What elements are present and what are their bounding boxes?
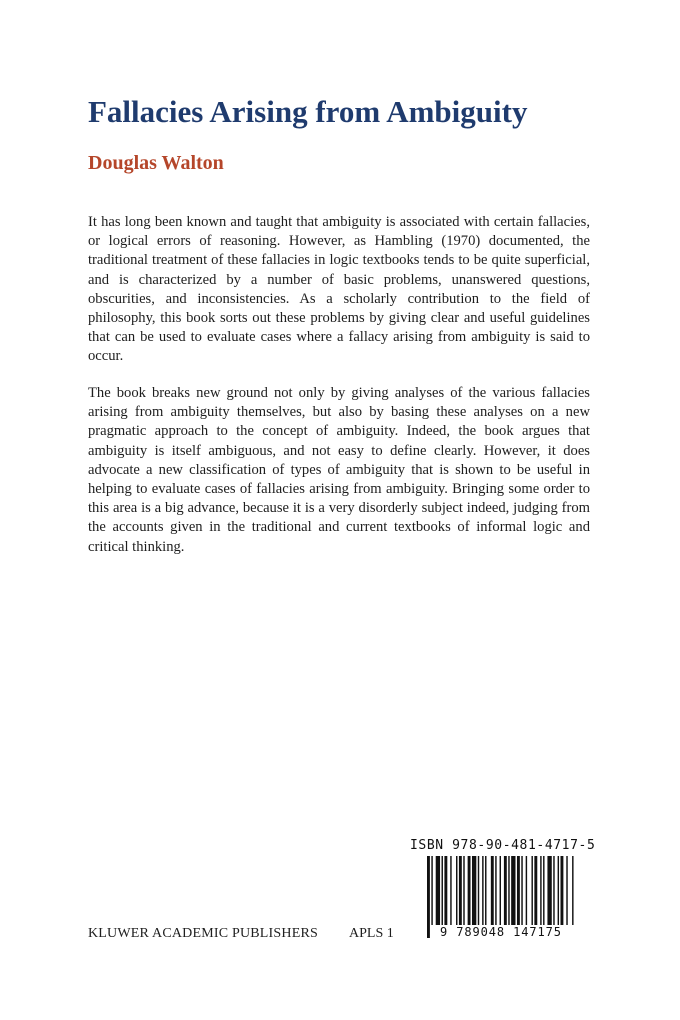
description-paragraph-2: The book breaks new ground not only by giving analyses of the various fallacies arising from ambiguity themselves, but also by basing these analyses on a new pragmatic approach to the concept of ambiguity. Indeed, the book argues that ambiguity is itself ambiguous, and not easy to define clearly. However, it does advocate a new classification of types of ambiguity that is shown to be useful in helping to evaluate cases of fallacies arising from ambiguity. Bringing some order to this area is a big advance, because it is a very disorderly subject indeed, judging from the accounts given in the traditional and current textbooks of informal logic and critical thinking.	[88, 385, 590, 555]
series-label: APLS 1	[349, 926, 394, 941]
publisher-name: KLUWER ACADEMIC PUBLISHERS	[88, 926, 318, 941]
description-paragraph-1: It has long been known and taught that ambiguity is associated with certain fallacies, or logical errors of reasoning. However, as Hambling (1970) documented, the traditional treatment of these fallacies in logic textbooks tends to be quite superficial, and is characterized by a number of basic problems, unanswered questions, obscurities, and inconsistencies. As a scholarly contribution to the field of philosophy, this book sorts out these problems by giving clear and useful guidelines that can be used to evaluate cases where a fallacy arising from ambiguity is said to occur.	[88, 214, 590, 365]
author-name: Douglas Walton	[88, 152, 224, 174]
barcode-digits: 9 789048 147175	[430, 925, 590, 939]
isbn-label: ISBN 978-90-481-4717-5	[410, 838, 596, 853]
book-title: Fallacies Arising from Ambiguity	[88, 94, 528, 129]
